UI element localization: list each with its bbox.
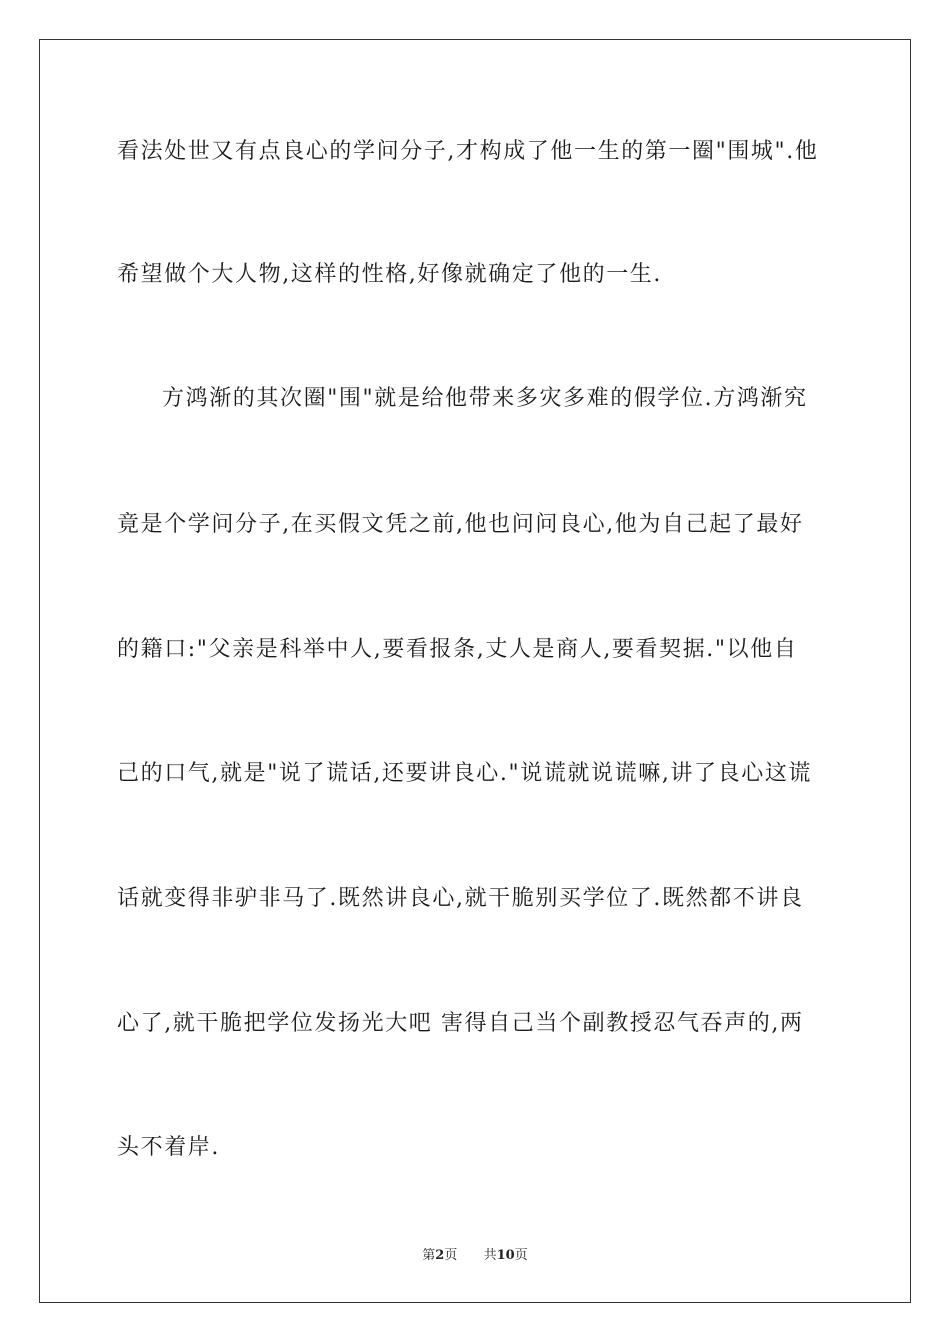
text-line: 希望做个大人物,这样的性格,好像就确定了他的一生. <box>117 262 662 287</box>
text-line: 心了,就干脆把学位发扬光大吧 害得自己当个副教授忍气吞声的,两 <box>117 1011 804 1036</box>
page-border <box>39 39 911 1303</box>
text-line: 己的口气,就是"说了谎话,还要讲良心."说谎就说谎嘛,讲了良心这谎 <box>117 761 813 786</box>
page-prefix: 第 <box>422 1248 436 1263</box>
text-line: 头不着岸. <box>117 1135 220 1160</box>
paragraph-first-line: 方鸿渐的其次圈"围"就是给他带来多灾多难的假学位.方鸿渐究 <box>162 386 808 411</box>
total-page-count: 10 <box>496 1248 515 1263</box>
text-line: 话就变得非驴非马了.既然讲良心,就干脆别买学位了.既然都不讲良 <box>117 886 804 911</box>
page-number-label <box>422 1248 461 1263</box>
text-line: 的籍口:"父亲是科举中人,要看报条,丈人是商人,要看契据."以他自 <box>117 637 798 662</box>
page-total-label <box>484 1248 528 1263</box>
page-footer <box>0 1247 950 1265</box>
total-prefix: 共 <box>483 1248 497 1263</box>
total-suffix: 页 <box>514 1248 528 1263</box>
current-page-number: 2 <box>435 1248 445 1263</box>
text-line: 竟是个学问分子,在买假文凭之前,他也问问良心,他为自己起了最好 <box>117 512 804 537</box>
text-line: 看法处世又有点良心的学问分子,才构成了他一生的第一圈"围城".他 <box>117 139 819 164</box>
page-suffix: 页 <box>444 1248 458 1263</box>
